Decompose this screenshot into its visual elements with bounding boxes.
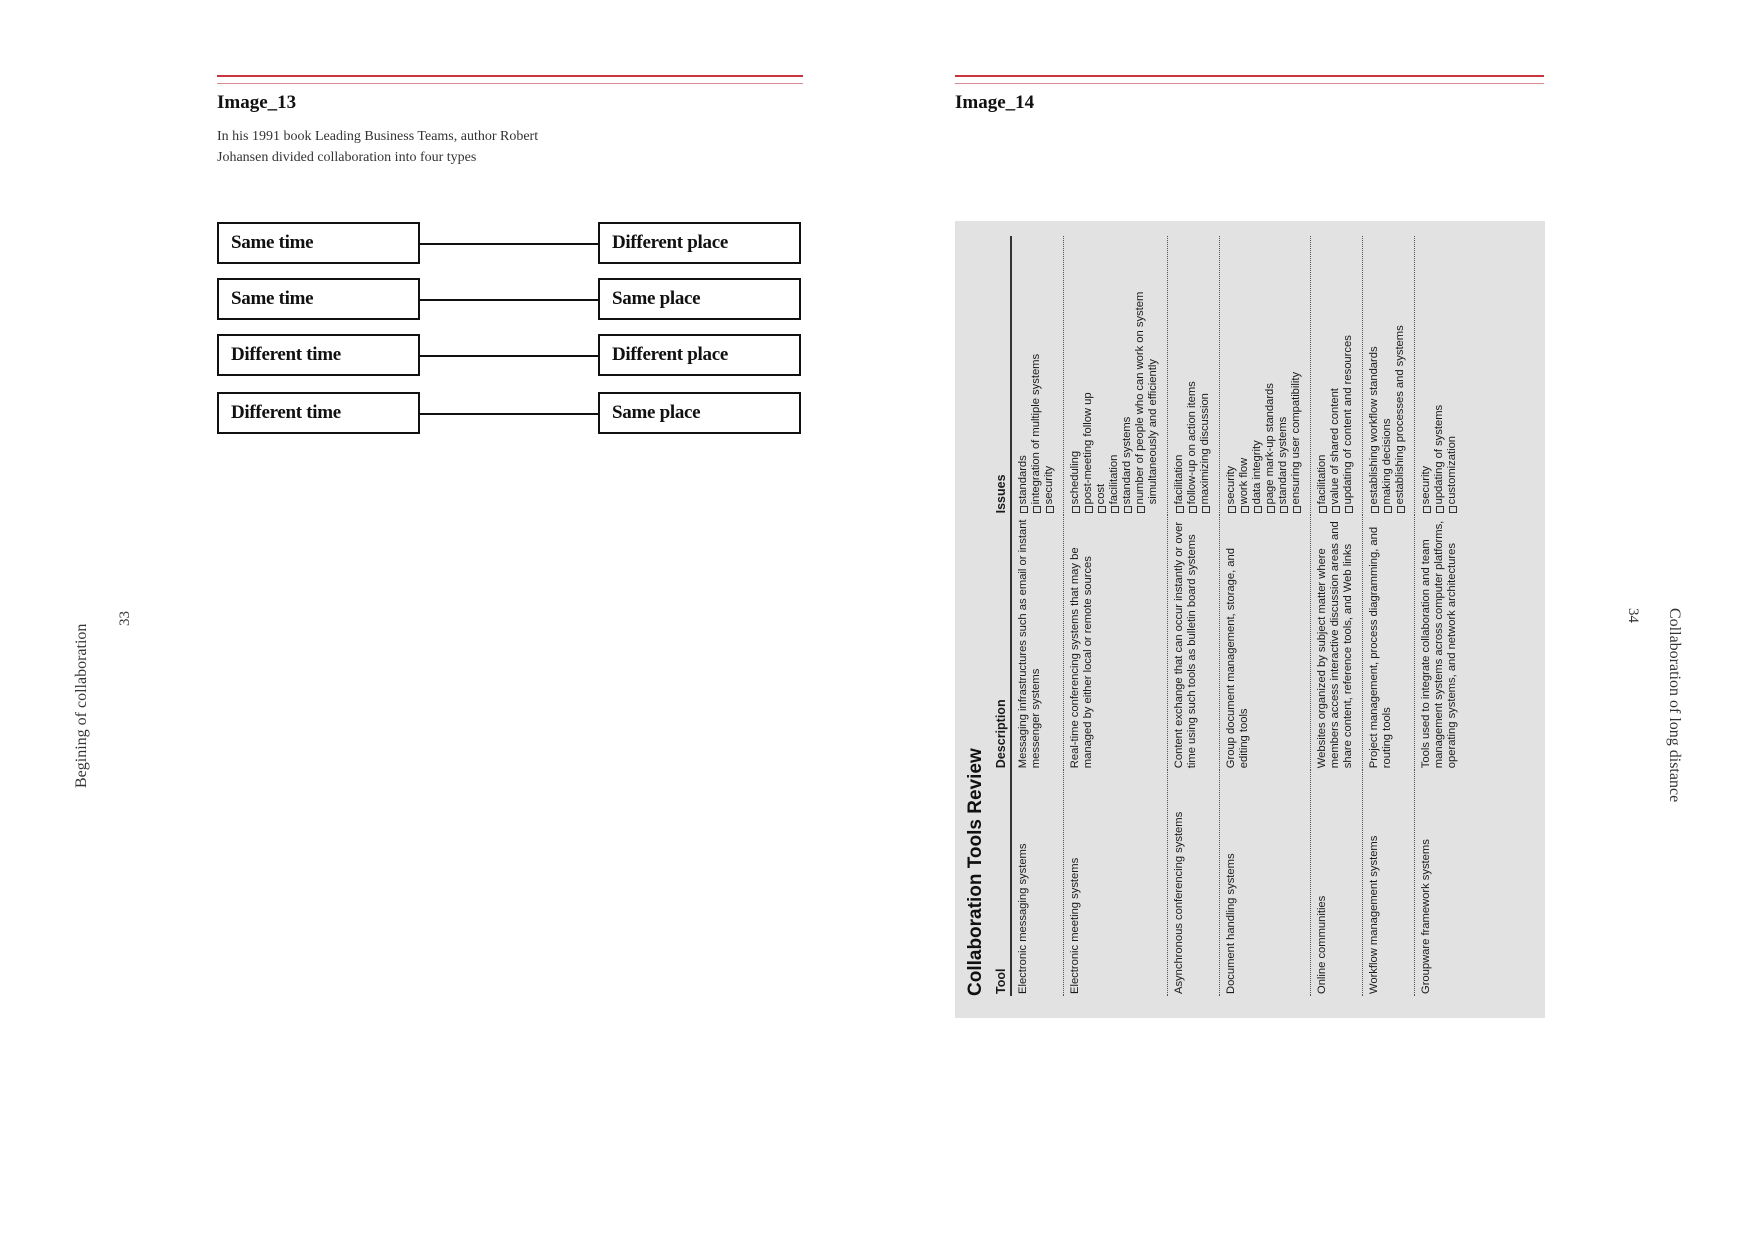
issue-item: making decisions xyxy=(1381,240,1394,513)
rotated-table-content xyxy=(955,221,1545,1018)
page-number-34: 34 xyxy=(1625,608,1641,623)
table-row xyxy=(1220,236,1311,996)
diagram-place-box: Same place xyxy=(598,278,801,320)
issue-item: value of shared content xyxy=(1329,240,1342,513)
issues-list xyxy=(1173,240,1212,513)
table-row xyxy=(1363,236,1415,996)
tool-cell: Electronic meeting systems xyxy=(1064,770,1168,996)
intro-text xyxy=(217,126,538,168)
issue-item: standard systems xyxy=(1277,240,1290,513)
diagram-place-box: Same place xyxy=(598,392,801,434)
tool-column-header: Tool xyxy=(993,770,1011,996)
table-row xyxy=(1011,236,1064,996)
issue-item: facilitation xyxy=(1316,240,1329,513)
issues-cell xyxy=(1220,236,1311,515)
header-rule-right xyxy=(955,75,1544,84)
tool-cell: Workflow management systems xyxy=(1363,770,1415,996)
issues-column-header: Issues xyxy=(993,236,1011,515)
table-row xyxy=(1168,236,1220,996)
issue-item: updating of content and resources xyxy=(1342,240,1355,513)
diagram-connector xyxy=(420,413,598,415)
issue-item: cost xyxy=(1095,240,1108,513)
image-13-title: Image_13 xyxy=(217,92,297,113)
issue-item: standard systems xyxy=(1121,240,1134,513)
issue-item: security xyxy=(1420,240,1433,513)
left-running-title: Begining of collaboration xyxy=(73,623,90,788)
issue-item: work flow xyxy=(1238,240,1251,513)
diagram-time-box: Same time xyxy=(217,222,420,264)
issue-item: facilitation xyxy=(1173,240,1186,513)
issues-cell xyxy=(1363,236,1415,515)
description-cell: Websites organized by subject matter where members access interactive discussion areas and share content, reference tools, and Web links xyxy=(1311,515,1363,770)
issue-item: ensuring user compatibility xyxy=(1290,240,1303,513)
tool-cell: Groupware framework systems xyxy=(1420,839,1432,994)
issues-list xyxy=(1316,240,1355,513)
issue-item: establishing workflow standards xyxy=(1368,240,1381,513)
issue-item: facilitation xyxy=(1108,240,1121,513)
description-cell: Project management, process diagramming, and routing tools xyxy=(1363,515,1415,770)
issue-item: security xyxy=(1225,240,1238,513)
issue-item: integration of multiple systems xyxy=(1030,240,1043,513)
intro-line-2: Johansen divided collaboration into four types xyxy=(217,150,477,165)
table-row xyxy=(1064,236,1168,996)
issue-item: standards xyxy=(1017,240,1030,513)
issues-list xyxy=(1017,240,1056,513)
issue-item: post-meeting follow up xyxy=(1082,240,1095,513)
description-cell: Group document management, storage, and editing tools xyxy=(1220,515,1311,770)
issue-item: customization xyxy=(1446,240,1459,513)
tool-cell: Electronic messaging systems xyxy=(1011,770,1064,996)
table-header-row xyxy=(993,236,1011,996)
diagram-place-box: Different place xyxy=(598,334,801,376)
issues-list xyxy=(1420,240,1459,513)
issue-item: security xyxy=(1043,240,1056,513)
issue-item: maximizing discussion xyxy=(1199,240,1212,513)
description-column-header: Description xyxy=(993,515,1011,770)
issue-item: data integrity xyxy=(1251,240,1264,513)
page-number-33: 33 xyxy=(117,611,133,626)
issues-list xyxy=(1225,240,1303,513)
issue-item: follow-up on action items xyxy=(1186,240,1199,513)
tool-cell: Online communities xyxy=(1311,770,1363,996)
issues-cell xyxy=(1311,236,1363,515)
issue-item: updating of systems xyxy=(1433,240,1446,513)
issues-list xyxy=(1069,240,1160,513)
collaboration-tools-scan xyxy=(955,221,1545,1018)
tool-cell: Asynchronous conferencing systems xyxy=(1168,770,1220,996)
scan-title: Collaboration Tools Review xyxy=(965,748,986,996)
description-cell: Messaging infrastructures such as email or instant messenger systems xyxy=(1011,515,1064,770)
issues-list xyxy=(1368,240,1407,513)
description-cell: Real-time conferencing systems that may be managed by either local or remote sources xyxy=(1064,515,1168,770)
collaboration-tools-table xyxy=(993,236,1466,996)
diagram-time-box: Different time xyxy=(217,392,420,434)
diagram-time-box: Same time xyxy=(217,278,420,320)
issue-item: number of people who can work on system simultaneously and efficiently xyxy=(1134,240,1160,513)
description-cell: Content exchange that can occur instantly or over time using such tools as bulletin board systems xyxy=(1168,515,1220,770)
table-body xyxy=(1011,236,1466,996)
tool-cell: Document handling systems xyxy=(1220,770,1311,996)
table-row xyxy=(1311,236,1363,996)
issue-item: establishing processes and systems xyxy=(1394,240,1407,513)
issues-cell xyxy=(1011,236,1064,515)
diagram-connector xyxy=(420,243,598,245)
description-cell: Tools used to integrate collaboration and team management systems across computer platforms, operating systems, and network architectures xyxy=(1420,520,1458,769)
diagram-place-box: Different place xyxy=(598,222,801,264)
image-14-title: Image_14 xyxy=(955,92,1035,113)
issues-cell xyxy=(1064,236,1168,515)
diagram-connector xyxy=(420,299,598,301)
header-rule-left xyxy=(217,75,803,84)
right-running-title: Collaboration of long distance xyxy=(1666,608,1683,803)
issues-cell xyxy=(1415,236,1467,515)
issue-item: scheduling xyxy=(1069,240,1082,513)
diagram-time-box: Different time xyxy=(217,334,420,376)
table-row xyxy=(1415,236,1467,996)
intro-line-1: In his 1991 book Leading Business Teams, author Robert xyxy=(217,129,539,144)
diagram-connector xyxy=(420,355,598,357)
issue-item: page mark-up standards xyxy=(1264,240,1277,513)
issues-cell xyxy=(1168,236,1220,515)
